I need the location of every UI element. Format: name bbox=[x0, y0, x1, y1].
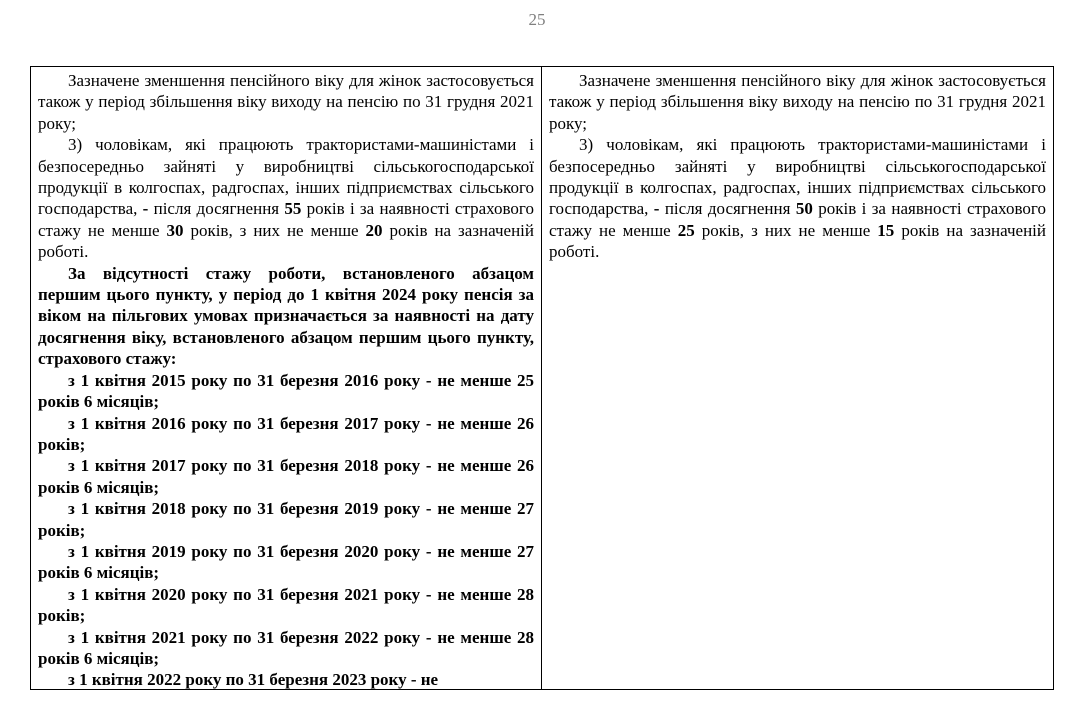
left-period-item: з 1 квітня 2015 року по 31 березня 2016 року - не менше 25 років 6 місяців; bbox=[38, 370, 534, 412]
left-paragraph-tractor-drivers bbox=[38, 134, 534, 262]
left-period-item: з 1 квітня 2019 року по 31 березня 2020 року - не менше 27 років 6 місяців; bbox=[38, 541, 534, 583]
left-p2-text-3: років і за наявності страхового стажу не менше bbox=[38, 199, 534, 240]
left-paragraph-absence-of-experience: За відсутності стажу роботи, встановленого абзацом першим цього пункту, у період до 1 квітня 2024 року пенсія за віком на пільгових умовах призначається за наявності на дату досягнення віку, встановленого абзацом першим цього пункту, страхового стажу: bbox=[38, 263, 534, 369]
page-number: 25 bbox=[528, 10, 546, 29]
right-work-years-value: 15 bbox=[877, 220, 895, 240]
left-p2-text-1: 3) чоловікам, які працюють трактористами-машиністами і безпосередньо зайняті у виробництві сільськогосподарської продукції в колгоспах, радгоспах, інших підприємствах сільського господарства, bbox=[38, 135, 534, 219]
left-period-item: з 1 квітня 2017 року по 31 березня 2018 року - не менше 26 років 6 місяців; bbox=[38, 456, 534, 497]
left-period-item: з 1 квітня 2021 року по 31 березня 2022 року - не менше 28 років 6 місяців; bbox=[38, 627, 534, 668]
right-paragraph-tractor-drivers bbox=[549, 134, 1046, 262]
left-paragraph-women-note: Зазначене зменшення пенсійного віку для жінок застосовується також у період збільшення віку виходу на пенсію по 31 грудня 2021 року; bbox=[38, 71, 534, 133]
right-insurance-years-value: 25 bbox=[677, 220, 695, 240]
right-p2-text-2: після досягнення bbox=[659, 199, 796, 219]
right-age-value: 50 bbox=[795, 199, 813, 219]
left-column bbox=[31, 67, 542, 689]
left-p2-text-5: років на зазначеній роботі. bbox=[38, 220, 534, 262]
right-p2-text-3: років і за наявності страхового стажу не менше bbox=[549, 199, 1046, 240]
left-p2-dash: - bbox=[142, 199, 149, 219]
left-insurance-years-value: 30 bbox=[166, 220, 184, 240]
left-period-item: з 1 квітня 2016 року по 31 березня 2017 року - не менше 26 років; bbox=[38, 413, 534, 454]
right-p2-text-5: років на зазначеній роботі. bbox=[549, 220, 1046, 262]
left-period-item: з 1 квітня 2022 року по 31 березня 2023 року - не bbox=[68, 670, 439, 689]
comparison-table bbox=[30, 66, 1054, 690]
right-column bbox=[542, 67, 1053, 689]
left-p2-text-4: років, з них не менше bbox=[183, 220, 366, 240]
left-period-item: з 1 квітня 2020 року по 31 березня 2021 року - не менше 28 років; bbox=[38, 584, 534, 626]
left-p2-text-2: після досягнення bbox=[148, 199, 285, 219]
right-paragraph-women-note: Зазначене зменшення пенсійного віку для жінок застосовується також у період збільшення віку виходу на пенсію по 31 грудня 2021 року; bbox=[549, 71, 1046, 133]
left-period-item: з 1 квітня 2018 року по 31 березня 2019 року - не менше 27 років; bbox=[38, 499, 534, 540]
right-p2-text-1: 3) чоловікам, які працюють трактористами-машиністами і безпосередньо зайняті у виробництві сільськогосподарської продукції в колгоспах, радгоспах, інших підприємствах сільського господарства, bbox=[549, 135, 1046, 219]
left-age-value: 55 bbox=[284, 199, 302, 219]
left-work-years-value: 20 bbox=[365, 220, 383, 240]
right-p2-dash: - bbox=[653, 199, 660, 219]
right-p2-text-4: років, з них не менше bbox=[694, 220, 878, 240]
